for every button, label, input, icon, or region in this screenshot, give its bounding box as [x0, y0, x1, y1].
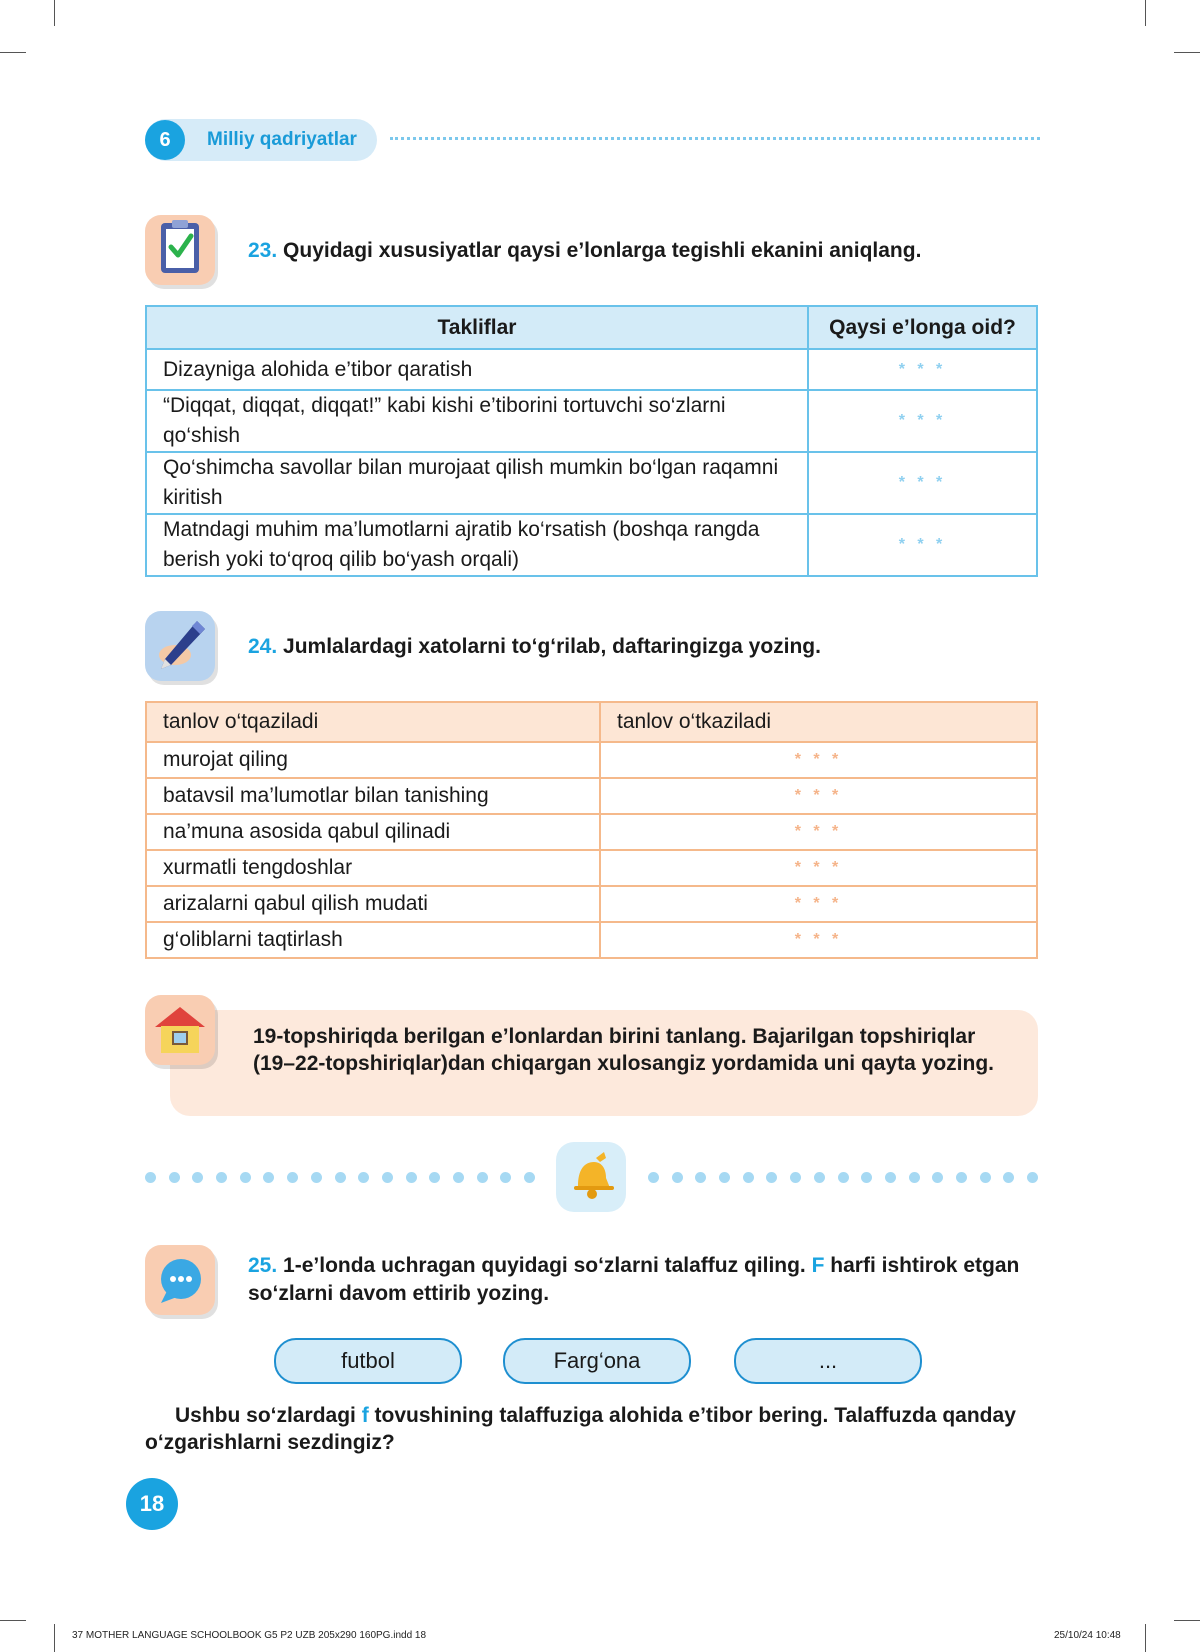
divider-dot: [263, 1172, 274, 1183]
divider-dot: [453, 1172, 464, 1183]
print-slug: 37 MOTHER LANGUAGE SCHOOLBOOK G5 P2 UZB 205x290 160PG.indd 18: [72, 1630, 427, 1641]
divider-dot: [932, 1172, 943, 1183]
divider-dot: [719, 1172, 730, 1183]
pen-writing-icon: [145, 611, 215, 681]
correct-phrase: tanlov o‘tkaziladi: [600, 702, 1037, 742]
highlight-letter-F: F: [811, 1254, 825, 1277]
table-row: [146, 850, 1037, 886]
task-25-text-before: 1-e’londa uchragan quyidagi so‘zlarni talaffuz qiling.: [283, 1254, 806, 1277]
divider-dot: [695, 1172, 706, 1183]
table-row: [146, 814, 1037, 850]
crop-mark: [1174, 1620, 1200, 1621]
wrong-phrase: na’muna asosida qabul qilinadi: [146, 814, 600, 850]
wrong-phrase: xurmatli tengdoshlar: [146, 850, 600, 886]
divider-dot: [885, 1172, 896, 1183]
divider-dot: [1003, 1172, 1014, 1183]
divider-dot: [500, 1172, 511, 1183]
clipboard-check-icon: [145, 215, 215, 285]
chapter-title: Milliy qadriyatlar: [207, 129, 357, 150]
print-timestamp: 25/10/24 10:48: [1054, 1630, 1121, 1641]
task-25-question: [145, 1402, 1025, 1456]
divider-dots-right: [648, 1172, 1051, 1186]
page-number: 18: [126, 1478, 178, 1530]
answer-placeholder: * * *: [600, 922, 1037, 958]
divider-dot: [766, 1172, 777, 1183]
row-text: Qo‘shimcha savollar bilan murojaat qilish mumkin bo‘lgan raqamni kiritish: [146, 452, 808, 514]
divider-dot: [192, 1172, 203, 1183]
wrong-phrase: g‘oliblarni taqtirlash: [146, 922, 600, 958]
row-text: Dizayniga alohida e’tibor qaratish: [146, 349, 808, 390]
divider-dot: [838, 1172, 849, 1183]
house-icon: [145, 995, 215, 1065]
answer-placeholder: * * *: [808, 390, 1037, 452]
answer-placeholder: * * *: [808, 349, 1037, 390]
task-24-instruction: [248, 633, 1048, 661]
task-23-number: 23.: [248, 239, 278, 262]
crop-mark: [1145, 0, 1146, 26]
question-text-before: Ushbu so‘zlardagi: [175, 1404, 356, 1427]
divider-dot: [477, 1172, 488, 1183]
task-23-text: Quyidagi xususiyatlar qaysi e’lonlarga tegishli ekanini aniqlang.: [283, 239, 922, 262]
column-header-takliflar: Takliflar: [146, 306, 808, 349]
word-pill-futbol: futbol: [274, 1338, 462, 1384]
crop-mark: [54, 1624, 55, 1652]
creative-task-text: 19-topshiriqda berilgan e’lonlardan birini tanlang. Bajarilgan topshiriqlar (19–22-topshiriqlar)dan chiqargan xulosangiz yordamida uni qayta yozing.: [253, 1025, 994, 1075]
divider-dot: [169, 1172, 180, 1183]
task-25-number: 25.: [248, 1254, 278, 1277]
wrong-phrase: tanlov o‘tqaziladi: [146, 702, 600, 742]
divider-dot: [358, 1172, 369, 1183]
divider-dot: [814, 1172, 825, 1183]
divider-dot: [743, 1172, 754, 1183]
wrong-phrase: arizalarni qabul qilish mudati: [146, 886, 600, 922]
word-pill-fargona: Farg‘ona: [503, 1338, 691, 1384]
divider-dot: [311, 1172, 322, 1183]
wrong-phrase: batavsil ma’lumotlar bilan tanishing: [146, 778, 600, 814]
table-row: [146, 702, 1037, 742]
divider-dot: [524, 1172, 535, 1183]
task-25-instruction: [248, 1252, 1038, 1308]
divider-dot: [382, 1172, 393, 1183]
divider-dot: [790, 1172, 801, 1183]
table-header-row: [146, 306, 1037, 349]
highlight-letter-f: f: [361, 1404, 369, 1427]
table-row: [146, 514, 1037, 576]
divider-dot: [240, 1172, 251, 1183]
divider-dot: [335, 1172, 346, 1183]
table-row: [146, 452, 1037, 514]
column-header-qaysi: Qaysi e’longa oid?: [808, 306, 1037, 349]
header-dotted-line: [390, 137, 1040, 140]
divider-dot: [861, 1172, 872, 1183]
task-23-instruction: [248, 237, 1048, 265]
answer-placeholder: * * *: [808, 452, 1037, 514]
divider-dot: [406, 1172, 417, 1183]
divider-dot: [429, 1172, 440, 1183]
task-25-text-after: harfi ishtirok etgan so‘zlarni davom ettirib yozing.: [248, 1254, 1020, 1305]
divider-dot: [1027, 1172, 1038, 1183]
crop-mark: [54, 0, 55, 26]
divider-dot: [216, 1172, 227, 1183]
crop-mark: [1174, 52, 1200, 53]
task-23-table: [145, 305, 1038, 577]
divider-dot: [956, 1172, 967, 1183]
wrong-phrase: murojat qiling: [146, 742, 600, 778]
chapter-number: 6: [145, 120, 185, 160]
crop-mark: [0, 52, 26, 53]
table-row: [146, 778, 1037, 814]
bell-icon: [556, 1142, 626, 1212]
crop-mark: [0, 1620, 26, 1621]
answer-placeholder: * * *: [600, 778, 1037, 814]
table-row: [146, 922, 1037, 958]
word-pill-ellipsis: ...: [734, 1338, 922, 1384]
divider-dot: [672, 1172, 683, 1183]
table-row: [146, 886, 1037, 922]
row-text: “Diqqat, diqqat, diqqat!” kabi kishi e’tiborini tortuvchi so‘zlarni qo‘shish: [146, 390, 808, 452]
divider-dot: [648, 1172, 659, 1183]
table-row: [146, 349, 1037, 390]
answer-placeholder: * * *: [808, 514, 1037, 576]
divider-dot: [287, 1172, 298, 1183]
answer-placeholder: * * *: [600, 886, 1037, 922]
task-24-number: 24.: [248, 635, 278, 658]
divider-dots-left: [145, 1172, 548, 1186]
question-text-after: tovushining talaffuziga alohida e’tibor bering. Talaffuzda qanday o‘zgarishlarni sezdingiz?: [145, 1404, 1016, 1454]
divider-dot: [980, 1172, 991, 1183]
task-24-text: Jumlalardagi xatolarni to‘g‘rilab, daftaringizga yozing.: [283, 635, 821, 658]
answer-placeholder: * * *: [600, 850, 1037, 886]
row-text: Matndagi muhim ma’lumotlarni ajratib ko‘rsatish (boshqa rangda berish yoki to‘qroq qilib bo‘yash orqali): [146, 514, 808, 576]
task-24-table: [145, 701, 1038, 959]
divider-dot: [145, 1172, 156, 1183]
answer-placeholder: * * *: [600, 814, 1037, 850]
divider-dot: [909, 1172, 920, 1183]
table-row: [146, 390, 1037, 452]
table-row: [146, 742, 1037, 778]
crop-mark: [1145, 1624, 1146, 1652]
speech-bubble-icon: [145, 1245, 215, 1315]
answer-placeholder: * * *: [600, 742, 1037, 778]
